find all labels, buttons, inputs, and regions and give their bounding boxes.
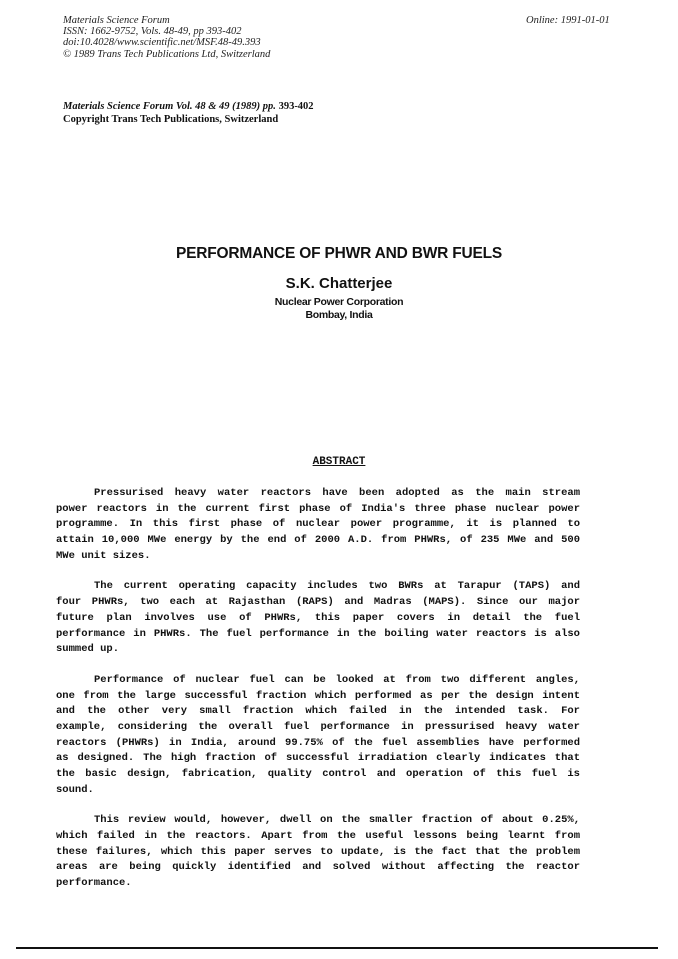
affiliation-organization: Nuclear Power Corporation	[274, 296, 404, 308]
text-line: and the other very small fraction which failed in the intended task. For	[56, 705, 580, 718]
text-line: one from the large successful fraction which performed as per the design intent	[56, 689, 580, 702]
text-line: Performance of nuclear fuel can be looked at from two different angles,	[94, 673, 580, 686]
text-line: reactors (PHWRs) in India, around 99.75% of the fuel assemblies have performed	[56, 736, 580, 749]
text-line: power reactors in the current first phase of India's three phase nuclear power	[56, 502, 580, 515]
journal-pages: 393-402	[275, 101, 314, 112]
publication-metadata	[63, 15, 270, 60]
paper-title: PERFORMANCE OF PHWR AND BWR FUELS	[175, 245, 503, 262]
meta-copyright: © 1989 Trans Tech Publications Ltd, Switzerland	[63, 48, 271, 60]
text-line: the basic design, fabrication, quality control and operation of this fuel is	[56, 768, 580, 780]
abstract-paragraph	[56, 579, 580, 657]
text-line: attain 10,000 MWe energy by the end of 2000 A.D. from PHWRs, of 235 MWe and 500	[56, 534, 580, 547]
author-affiliation	[0, 296, 678, 321]
author-name: S.K. Chatterjee	[285, 275, 393, 292]
abstract-body	[56, 486, 580, 907]
text-line: as designed. The high fraction of successful irradiation clearly indicates that	[56, 752, 580, 765]
text-line: sound.	[56, 783, 94, 796]
journal-copyright: Copyright Trans Tech Publications, Switzerland	[63, 113, 279, 125]
text-line: programme. In this first phase of nuclear power programme, it is planned to	[56, 518, 580, 531]
meta-doi[interactable]: doi:10.4028/www.scientific.net/MSF.48-49.393	[63, 37, 261, 49]
affiliation-location: Bombay, India	[305, 308, 373, 321]
journal-citation-line	[63, 101, 314, 114]
text-line: example, considering the overall fuel performance in pressurised heavy water	[56, 720, 580, 733]
journal-citation-block	[63, 101, 314, 126]
text-line: future plan involves use of PHWRs, this paper covers in detail the fuel	[56, 611, 580, 624]
meta-issn: ISSN: 1662-9752, Vols. 48-49, pp 393-402	[63, 26, 242, 38]
text-line: performance.	[56, 877, 132, 890]
journal-citation: Materials Science Forum Vol. 48 & 49 (1989) pp.	[63, 101, 276, 112]
text-line: Pressurised heavy water reactors have been adopted as the main stream	[94, 487, 580, 499]
text-line: these failures, which this paper serves to update, is the fact that the problem	[56, 845, 580, 858]
abstract-paragraph	[56, 813, 580, 891]
text-line: which failed in the reactors. Apart from the useful lessons being learnt from	[56, 830, 580, 843]
footer-rule	[16, 947, 658, 949]
online-date: Online: 1991-01-01	[526, 15, 610, 26]
abstract-heading: ABSTRACT	[312, 456, 366, 468]
text-line: performance in PHWRs. The fuel performance in the boiling water reactors is also	[56, 627, 580, 640]
text-line: This review would, however, dwell on the smaller fraction of about 0.25%,	[94, 814, 580, 827]
abstract-paragraph	[56, 486, 580, 564]
text-line: four PHWRs, two each at Rajasthan (RAPS) and Madras (MAPS). Since our major	[56, 596, 580, 609]
text-line: summed up.	[56, 643, 120, 656]
meta-journal-name: Materials Science Forum	[63, 15, 170, 26]
text-line: The current operating capacity includes two BWRs at Tarapur (TAPS) and	[94, 580, 580, 593]
text-line: MWe unit sizes.	[56, 549, 151, 562]
abstract-paragraph	[56, 673, 580, 799]
text-line: areas are being quickly identified and solved without affecting the reactor	[56, 861, 580, 874]
